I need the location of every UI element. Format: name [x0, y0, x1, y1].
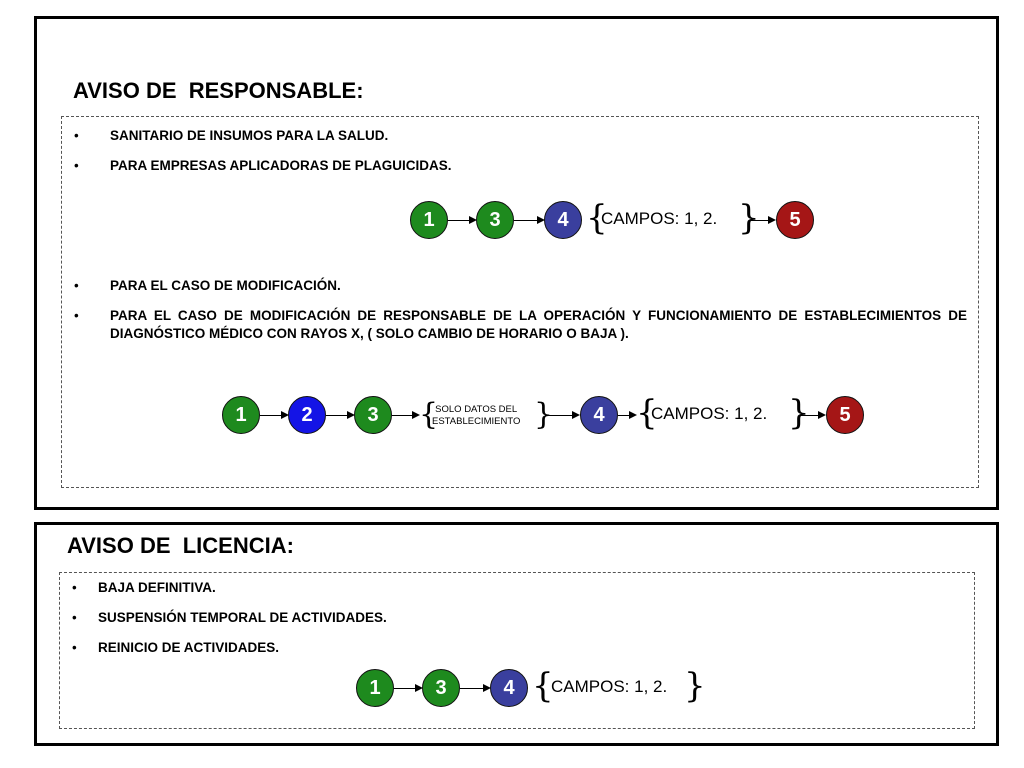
step-node-1: 1 — [356, 669, 394, 707]
arrow-icon — [545, 415, 578, 416]
step-node-4: 4 — [490, 669, 528, 707]
bullet-icon: • — [72, 610, 77, 625]
licencia-item-2 — [72, 609, 387, 627]
right-brace-icon: } — [534, 397, 554, 432]
licencia-item-3-text: REINICIO DE ACTIVIDADES. — [98, 640, 280, 655]
arrow-icon — [460, 688, 489, 689]
arrow-icon — [260, 415, 287, 416]
arrow-icon — [618, 415, 635, 416]
responsable-item-2-text: PARA EMPRESAS APLICADORAS DE PLAGUICIDAS. — [110, 158, 452, 173]
responsable-item-2 — [74, 157, 452, 175]
left-brace-icon: { — [419, 397, 439, 432]
responsable-item-1 — [74, 127, 389, 145]
arrow-icon — [394, 688, 421, 689]
responsable-panel — [34, 16, 999, 510]
step-node-3: 3 — [354, 396, 392, 434]
arrow-icon — [750, 220, 774, 221]
responsable-item-4-text: PARA EL CASO DE MODIFICACIÓN DE RESPONSABLE DE LA OPERACIÓN Y FUNCIONAMIENTO DE ESTABLECIMIENTOS DE DIAGNÓSTICO MÉDICO CON RAYOS X, ( SOLO CAMBIO DE HORARIO O BAJA ). — [110, 308, 967, 341]
right-brace-icon: } — [738, 198, 760, 238]
solo-datos-note — [432, 404, 520, 428]
licencia-item-1 — [72, 579, 216, 597]
arrow-icon — [326, 415, 353, 416]
arrow-icon — [448, 220, 475, 221]
right-brace-icon: } — [684, 666, 706, 706]
solo-datos-line-1: SOLO DATOS DEL — [435, 404, 518, 415]
responsable-dashed-box — [61, 116, 979, 488]
bullet-icon: • — [74, 158, 79, 173]
left-brace-icon: { — [532, 666, 554, 706]
step-node-3: 3 — [476, 201, 514, 239]
campos-note: CAMPOS: 1, 2. — [601, 209, 718, 228]
campos-note: CAMPOS: 1, 2. — [651, 404, 768, 423]
responsable-item-3 — [74, 277, 341, 295]
licencia-dashed-box — [59, 572, 975, 729]
responsable-item-4 — [74, 307, 967, 343]
licencia-item-3 — [72, 639, 280, 657]
licencia-heading: AVISO DE LICENCIA: — [67, 533, 294, 558]
step-node-4: 4 — [544, 201, 582, 239]
step-node-4: 4 — [580, 396, 618, 434]
bullet-icon: • — [72, 580, 77, 595]
responsable-item-1-text: SANITARIO DE INSUMOS PARA LA SALUD. — [110, 128, 389, 143]
arrow-icon — [514, 220, 543, 221]
bullet-icon: • — [74, 128, 79, 143]
arrow-icon — [392, 415, 418, 416]
solo-datos-line-2: ESTABLECIMIENTO — [432, 416, 521, 427]
bullet-icon: • — [72, 640, 77, 655]
campos-note: CAMPOS: 1, 2. — [551, 677, 668, 696]
right-brace-icon: } — [788, 393, 810, 433]
bullet-icon: • — [74, 278, 79, 293]
arrow-icon — [800, 415, 824, 416]
licencia-item-1-text: BAJA DEFINITIVA. — [98, 580, 216, 595]
licencia-item-2-text: SUSPENSIÓN TEMPORAL DE ACTIVIDADES. — [98, 610, 387, 625]
step-node-1: 1 — [222, 396, 260, 434]
step-node-5: 5 — [826, 396, 864, 434]
left-brace-icon: { — [586, 198, 608, 238]
step-node-2: 2 — [288, 396, 326, 434]
responsable-heading: AVISO DE RESPONSABLE: — [73, 78, 364, 103]
step-node-5: 5 — [776, 201, 814, 239]
bullet-icon: • — [74, 308, 79, 323]
left-brace-icon: { — [636, 393, 658, 433]
licencia-panel — [34, 522, 999, 746]
step-node-1: 1 — [410, 201, 448, 239]
step-node-3: 3 — [422, 669, 460, 707]
responsable-item-3-text: PARA EL CASO DE MODIFICACIÓN. — [110, 278, 341, 293]
